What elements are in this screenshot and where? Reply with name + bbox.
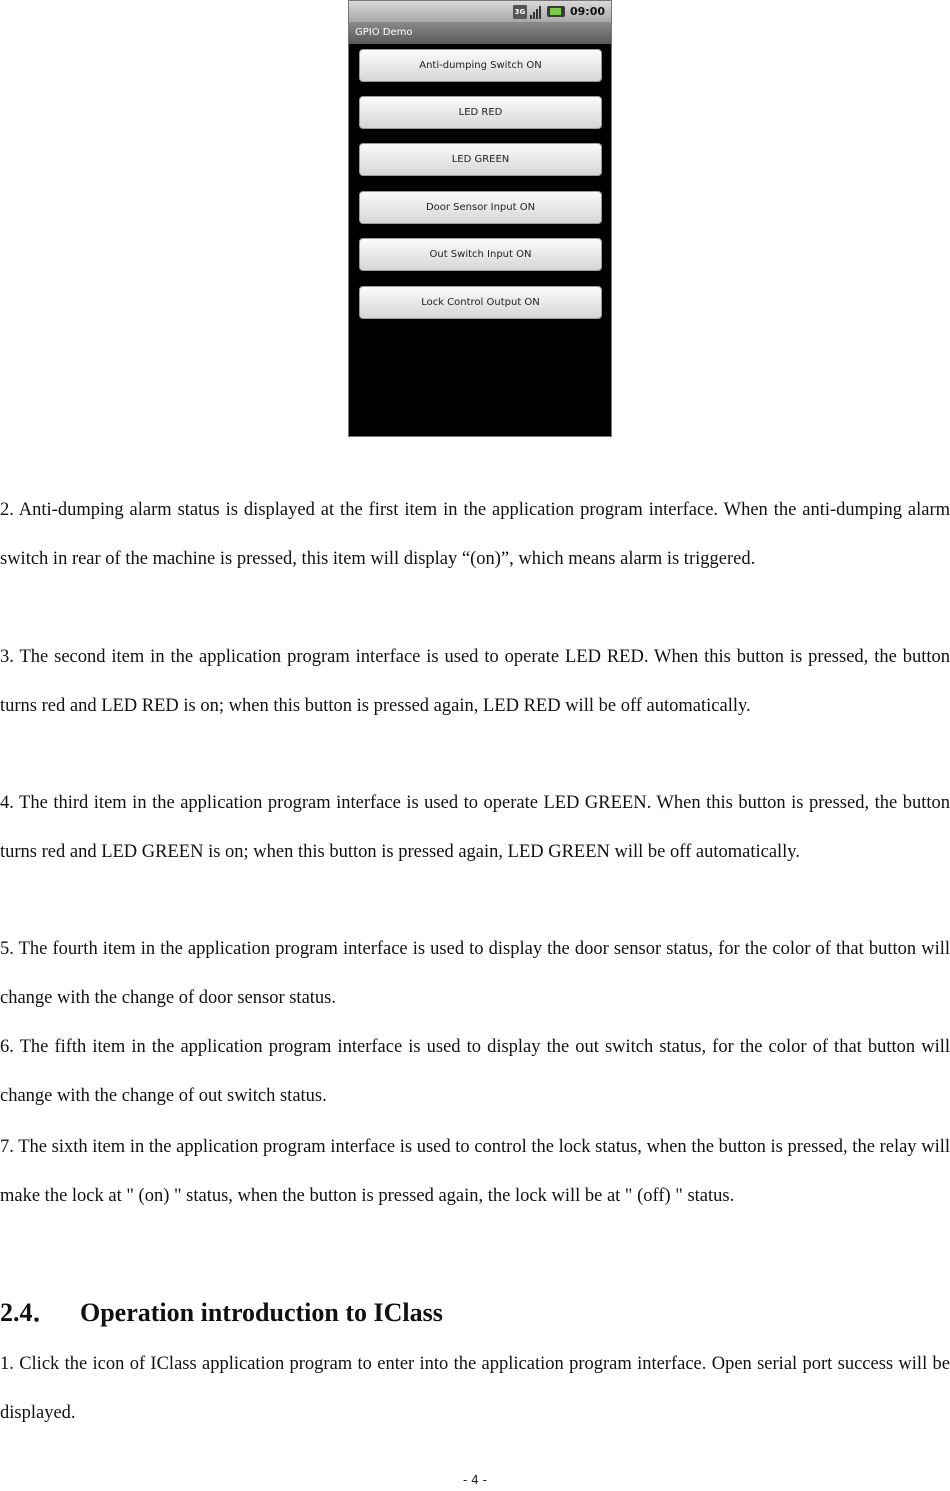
status-icons	[513, 3, 605, 20]
app-title-bar: GPIO Demo	[349, 22, 611, 44]
status-time: 09:00	[569, 5, 605, 18]
section-number: 2.4．	[0, 1298, 59, 1327]
status-bar	[349, 1, 611, 22]
paragraph-item-3: 3. The second item in the application program interface is used to operate LED RED. When this button is pressed, the button turns red and LED RED is on; when this button is pressed again, LED RED will be off automatically.	[0, 647, 950, 716]
section-heading	[0, 1289, 443, 1337]
led-red-button[interactable]: LED RED	[359, 96, 602, 129]
page-number: - 4 -	[463, 1473, 487, 1487]
paragraph-item-7: 7. The sixth item in the application program interface is used to control the lock status, when the button is pressed, the relay will make the lock at " (on) " status, when the button is pressed again, the lock will be at " (off) " status.	[0, 1137, 950, 1206]
out-switch-input-button[interactable]: Out Switch Input ON	[359, 238, 602, 271]
paragraph-item-5: 5. The fourth item in the application program interface is used to display the door sensor status, for the color of that button will change with the change of door sensor status.	[0, 939, 950, 1008]
paragraph-iclass-1: 1. Click the icon of IClass application program to enter into the application program interface. Open serial port success will be displayed.	[0, 1354, 950, 1423]
network-3g-icon: 3G	[513, 5, 527, 19]
section-title: Operation introduction to IClass	[80, 1298, 443, 1327]
paragraph-item-4: 4. The third item in the application program interface is used to operate LED GREEN. When this button is pressed, the button turns red and LED GREEN is on; when this button is pressed again, LED GREEN will be off automatically.	[0, 793, 950, 862]
lock-control-output-button[interactable]: Lock Control Output ON	[359, 286, 602, 319]
paragraph-item-2: 2. Anti-dumping alarm status is displayed at the first item in the application program interface. When the anti-dumping alarm switch in rear of the machine is pressed, this item will display “(on)”, which means alarm is triggered.	[0, 500, 950, 569]
paragraph-item-6: 6. The fifth item in the application program interface is used to display the out switch status, for the color of that button will change with the change of out switch status.	[0, 1037, 950, 1106]
signal-strength-icon	[530, 5, 544, 19]
led-green-button[interactable]: LED GREEN	[359, 143, 602, 176]
anti-dumping-switch-button[interactable]: Anti-dumping Switch ON	[359, 49, 602, 82]
door-sensor-input-button[interactable]: Door Sensor Input ON	[359, 191, 602, 224]
battery-icon	[547, 6, 565, 17]
phone-screenshot	[348, 0, 612, 437]
